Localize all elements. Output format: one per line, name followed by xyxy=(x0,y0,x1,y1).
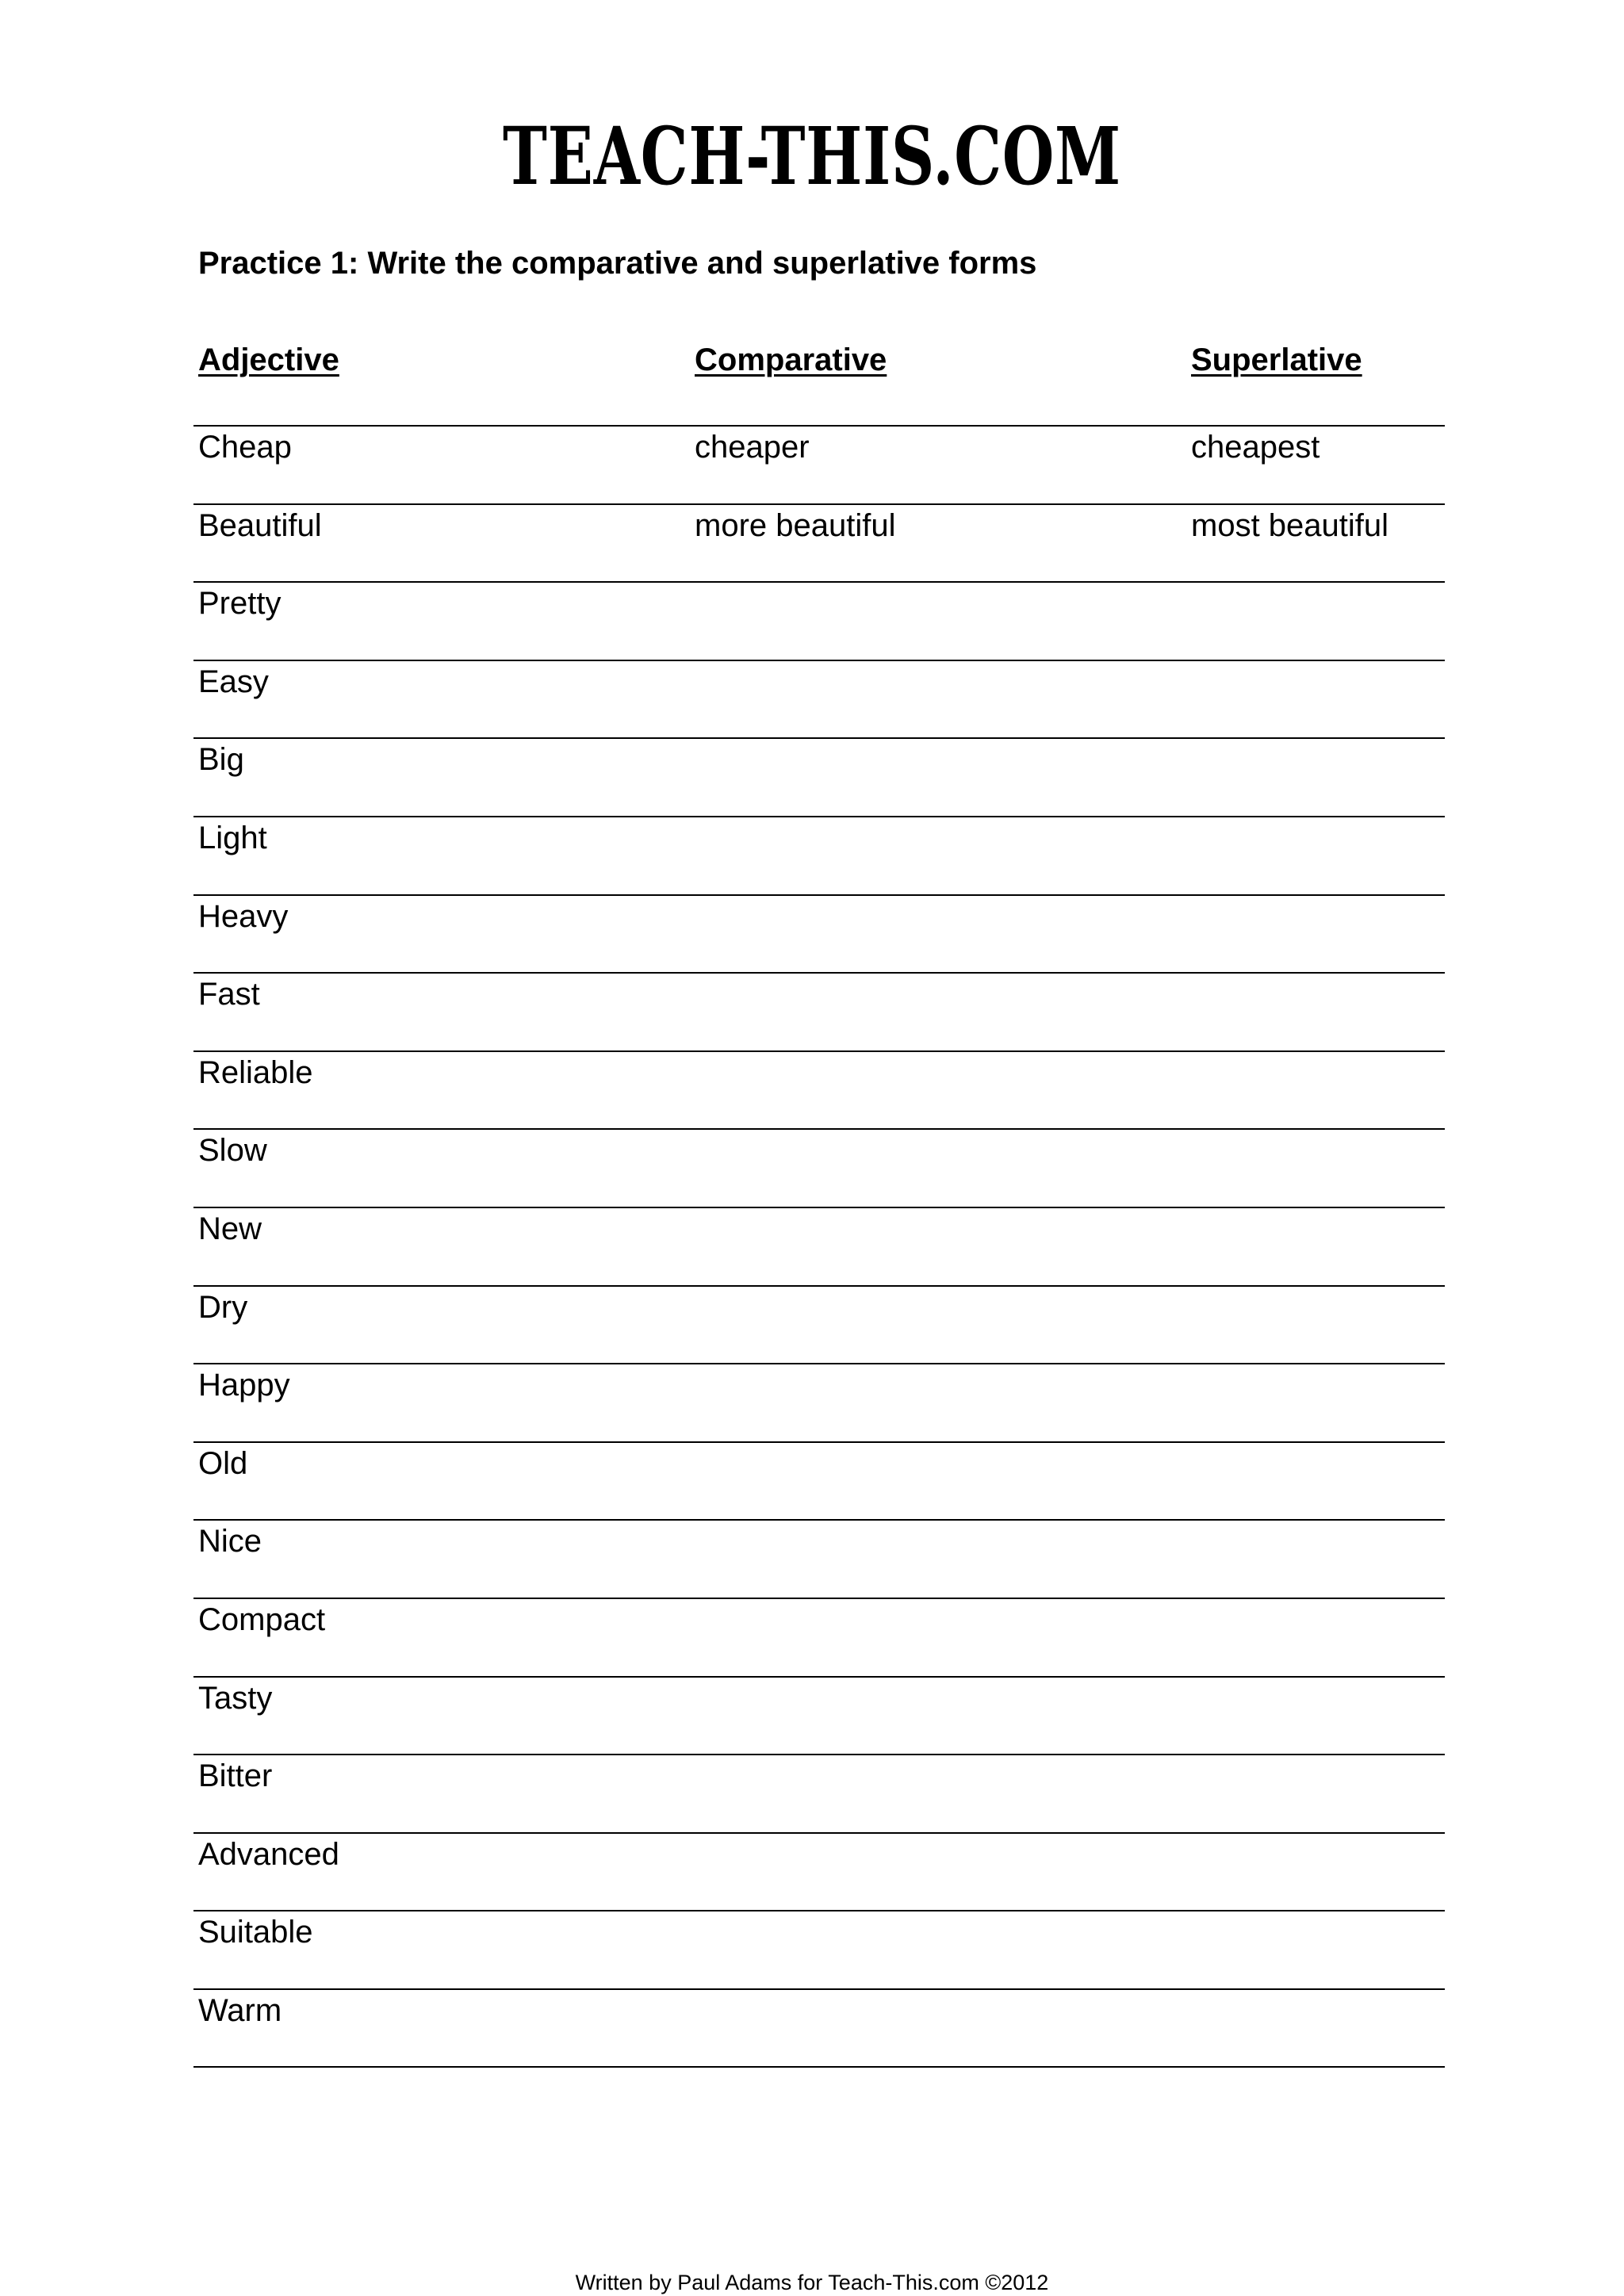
comparative-cell[interactable]: cheaper xyxy=(695,430,810,465)
table-row xyxy=(193,583,1445,661)
table-row xyxy=(193,896,1445,974)
table-row xyxy=(193,1130,1445,1208)
table-row xyxy=(193,1755,1445,1834)
site-logo xyxy=(0,111,1624,214)
adjective-cell: Suitable xyxy=(198,1915,313,1950)
adjective-cell: Fast xyxy=(198,977,260,1012)
adjective-cell: Nice xyxy=(198,1524,262,1559)
table-row xyxy=(193,661,1445,740)
adjective-cell: Big xyxy=(198,742,244,778)
adjective-cell: Heavy xyxy=(198,898,289,934)
table-row xyxy=(193,974,1445,1052)
adjective-cell: Slow xyxy=(198,1133,267,1169)
adjective-cell: Happy xyxy=(198,1368,290,1403)
adjective-cell: Light xyxy=(198,820,267,855)
adjective-cell: Beautiful xyxy=(198,507,322,543)
adjective-cell: Old xyxy=(198,1445,248,1481)
table-row xyxy=(193,1678,1445,1756)
column-header-adjective: Adjective xyxy=(198,342,339,377)
adjective-cell: Dry xyxy=(198,1289,248,1325)
table-row xyxy=(193,1052,1445,1131)
table-row xyxy=(193,1364,1445,1443)
superlative-cell[interactable]: cheapest xyxy=(1191,430,1320,465)
table-row xyxy=(193,1443,1445,1521)
table-body xyxy=(193,427,1445,2068)
table-row xyxy=(193,427,1445,505)
footer-credit: Written by Paul Adams for Teach-This.com ©2012 xyxy=(575,2271,1049,2294)
adjective-cell: Cheap xyxy=(198,430,292,465)
table-row xyxy=(193,1834,1445,1912)
comparative-cell[interactable]: more beautiful xyxy=(695,507,896,543)
table-row xyxy=(193,1208,1445,1287)
table-row xyxy=(193,1287,1445,1365)
table-row xyxy=(193,1521,1445,1599)
table-row xyxy=(193,505,1445,584)
exercise-instruction: Practice 1: Write the comparative and superlative forms xyxy=(198,246,1037,281)
adjective-cell: Tasty xyxy=(198,1680,273,1716)
adjective-cell: Easy xyxy=(198,664,269,699)
adjective-cell: Advanced xyxy=(198,1836,339,1872)
adjective-cell: Bitter xyxy=(198,1758,273,1794)
table-row xyxy=(193,1911,1445,1990)
worksheet-table xyxy=(193,341,1445,2068)
table-row xyxy=(193,1599,1445,1678)
adjective-cell: New xyxy=(198,1211,262,1246)
adjective-cell: Warm xyxy=(198,1992,282,2028)
table-row xyxy=(193,1990,1445,2068)
table-header xyxy=(193,341,1445,427)
table-row xyxy=(193,739,1445,817)
superlative-cell[interactable]: most beautiful xyxy=(1191,507,1389,543)
adjective-cell: Compact xyxy=(198,1601,326,1637)
column-header-superlative: Superlative xyxy=(1191,342,1362,377)
adjective-cell: Pretty xyxy=(198,586,282,622)
column-header-comparative: Comparative xyxy=(695,342,887,377)
logo-text: TEACH-THIS.COM xyxy=(503,111,1121,203)
adjective-cell: Reliable xyxy=(198,1054,313,1090)
table-row xyxy=(193,817,1445,896)
